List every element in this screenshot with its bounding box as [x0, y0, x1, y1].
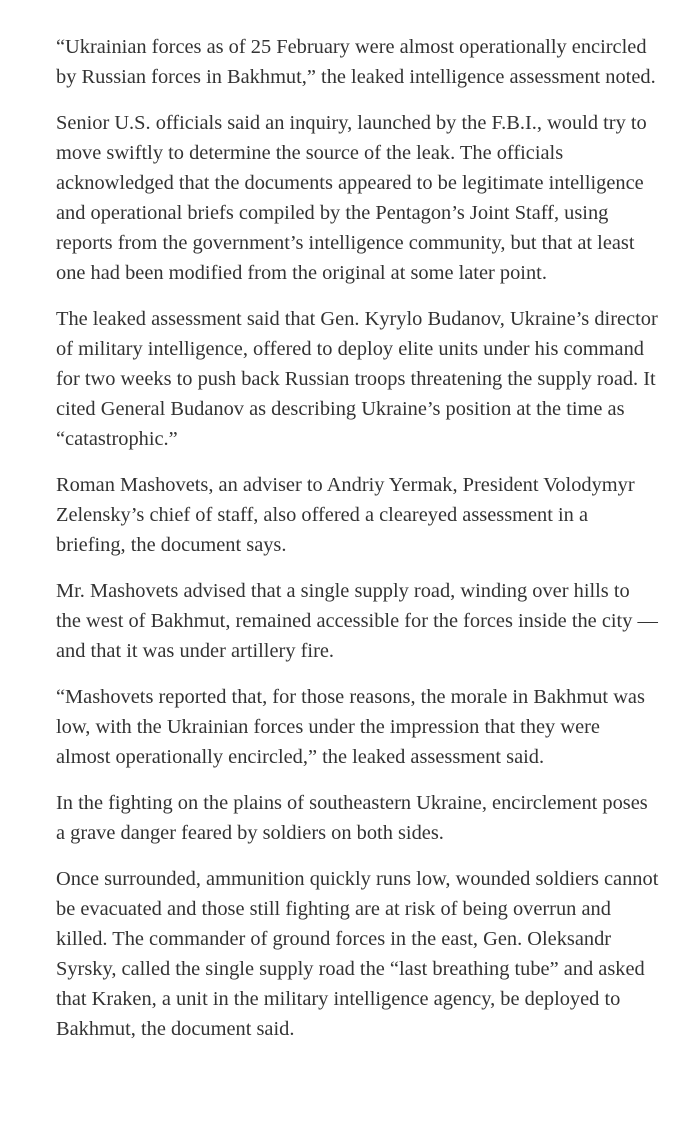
article-paragraph-3: The leaked assessment said that Gen. Kyrylo Budanov, Ukraine’s director of military intelligence, offered to deploy elite units under his command for two weeks to push back Russian troops threatening the supply road. It cited General Budanov as describing Ukraine’s position at the time as “catastrophic.”: [56, 308, 658, 450]
article-paragraph-4: Roman Mashovets, an adviser to Andriy Yermak, President Volodymyr Zelensky’s chief of staff, also offered a cleareyed assessment in a briefing, the document says.: [56, 474, 635, 556]
article-paragraph-6: “Mashovets reported that, for those reasons, the morale in Bakhmut was low, with the Ukrainian forces under the impression that they were almost operationally encircled,” the leaked assessment said.: [56, 686, 645, 768]
article-paragraph-5: Mr. Mashovets advised that a single supply road, winding over hills to the west of Bakhmut, remained accessible for the forces inside the city — and that it was under artillery fire.: [56, 580, 658, 662]
article-paragraph-8: Once surrounded, ammunition quickly runs low, wounded soldiers cannot be evacuated and those still fighting are at risk of being overrun and killed. The commander of ground forces in the east, Gen. Oleksandr Syrsky, called the single supply road the “last breathing tube” and asked that Kraken, a unit in the military intelligence agency, be deployed to Bakhmut, the document said.: [56, 868, 659, 1040]
article-paragraph-2: Senior U.S. officials said an inquiry, launched by the F.B.I., would try to move swiftly to determine the source of the leak. The officials acknowledged that the documents appeared to be legitimate intelligence and operational briefs compiled by the Pentagon’s Joint Staff, using reports from the government’s intelligence community, but that at least one had been modified from the original at some later point.: [56, 112, 647, 284]
article-paragraph-7: In the fighting on the plains of southeastern Ukraine, encirclement poses a grave danger feared by soldiers on both sides.: [56, 792, 648, 844]
article-paragraph-1: “Ukrainian forces as of 25 February were almost operationally encircled by Russian forces in Bakhmut,” the leaked intelligence assessment noted.: [56, 36, 656, 88]
